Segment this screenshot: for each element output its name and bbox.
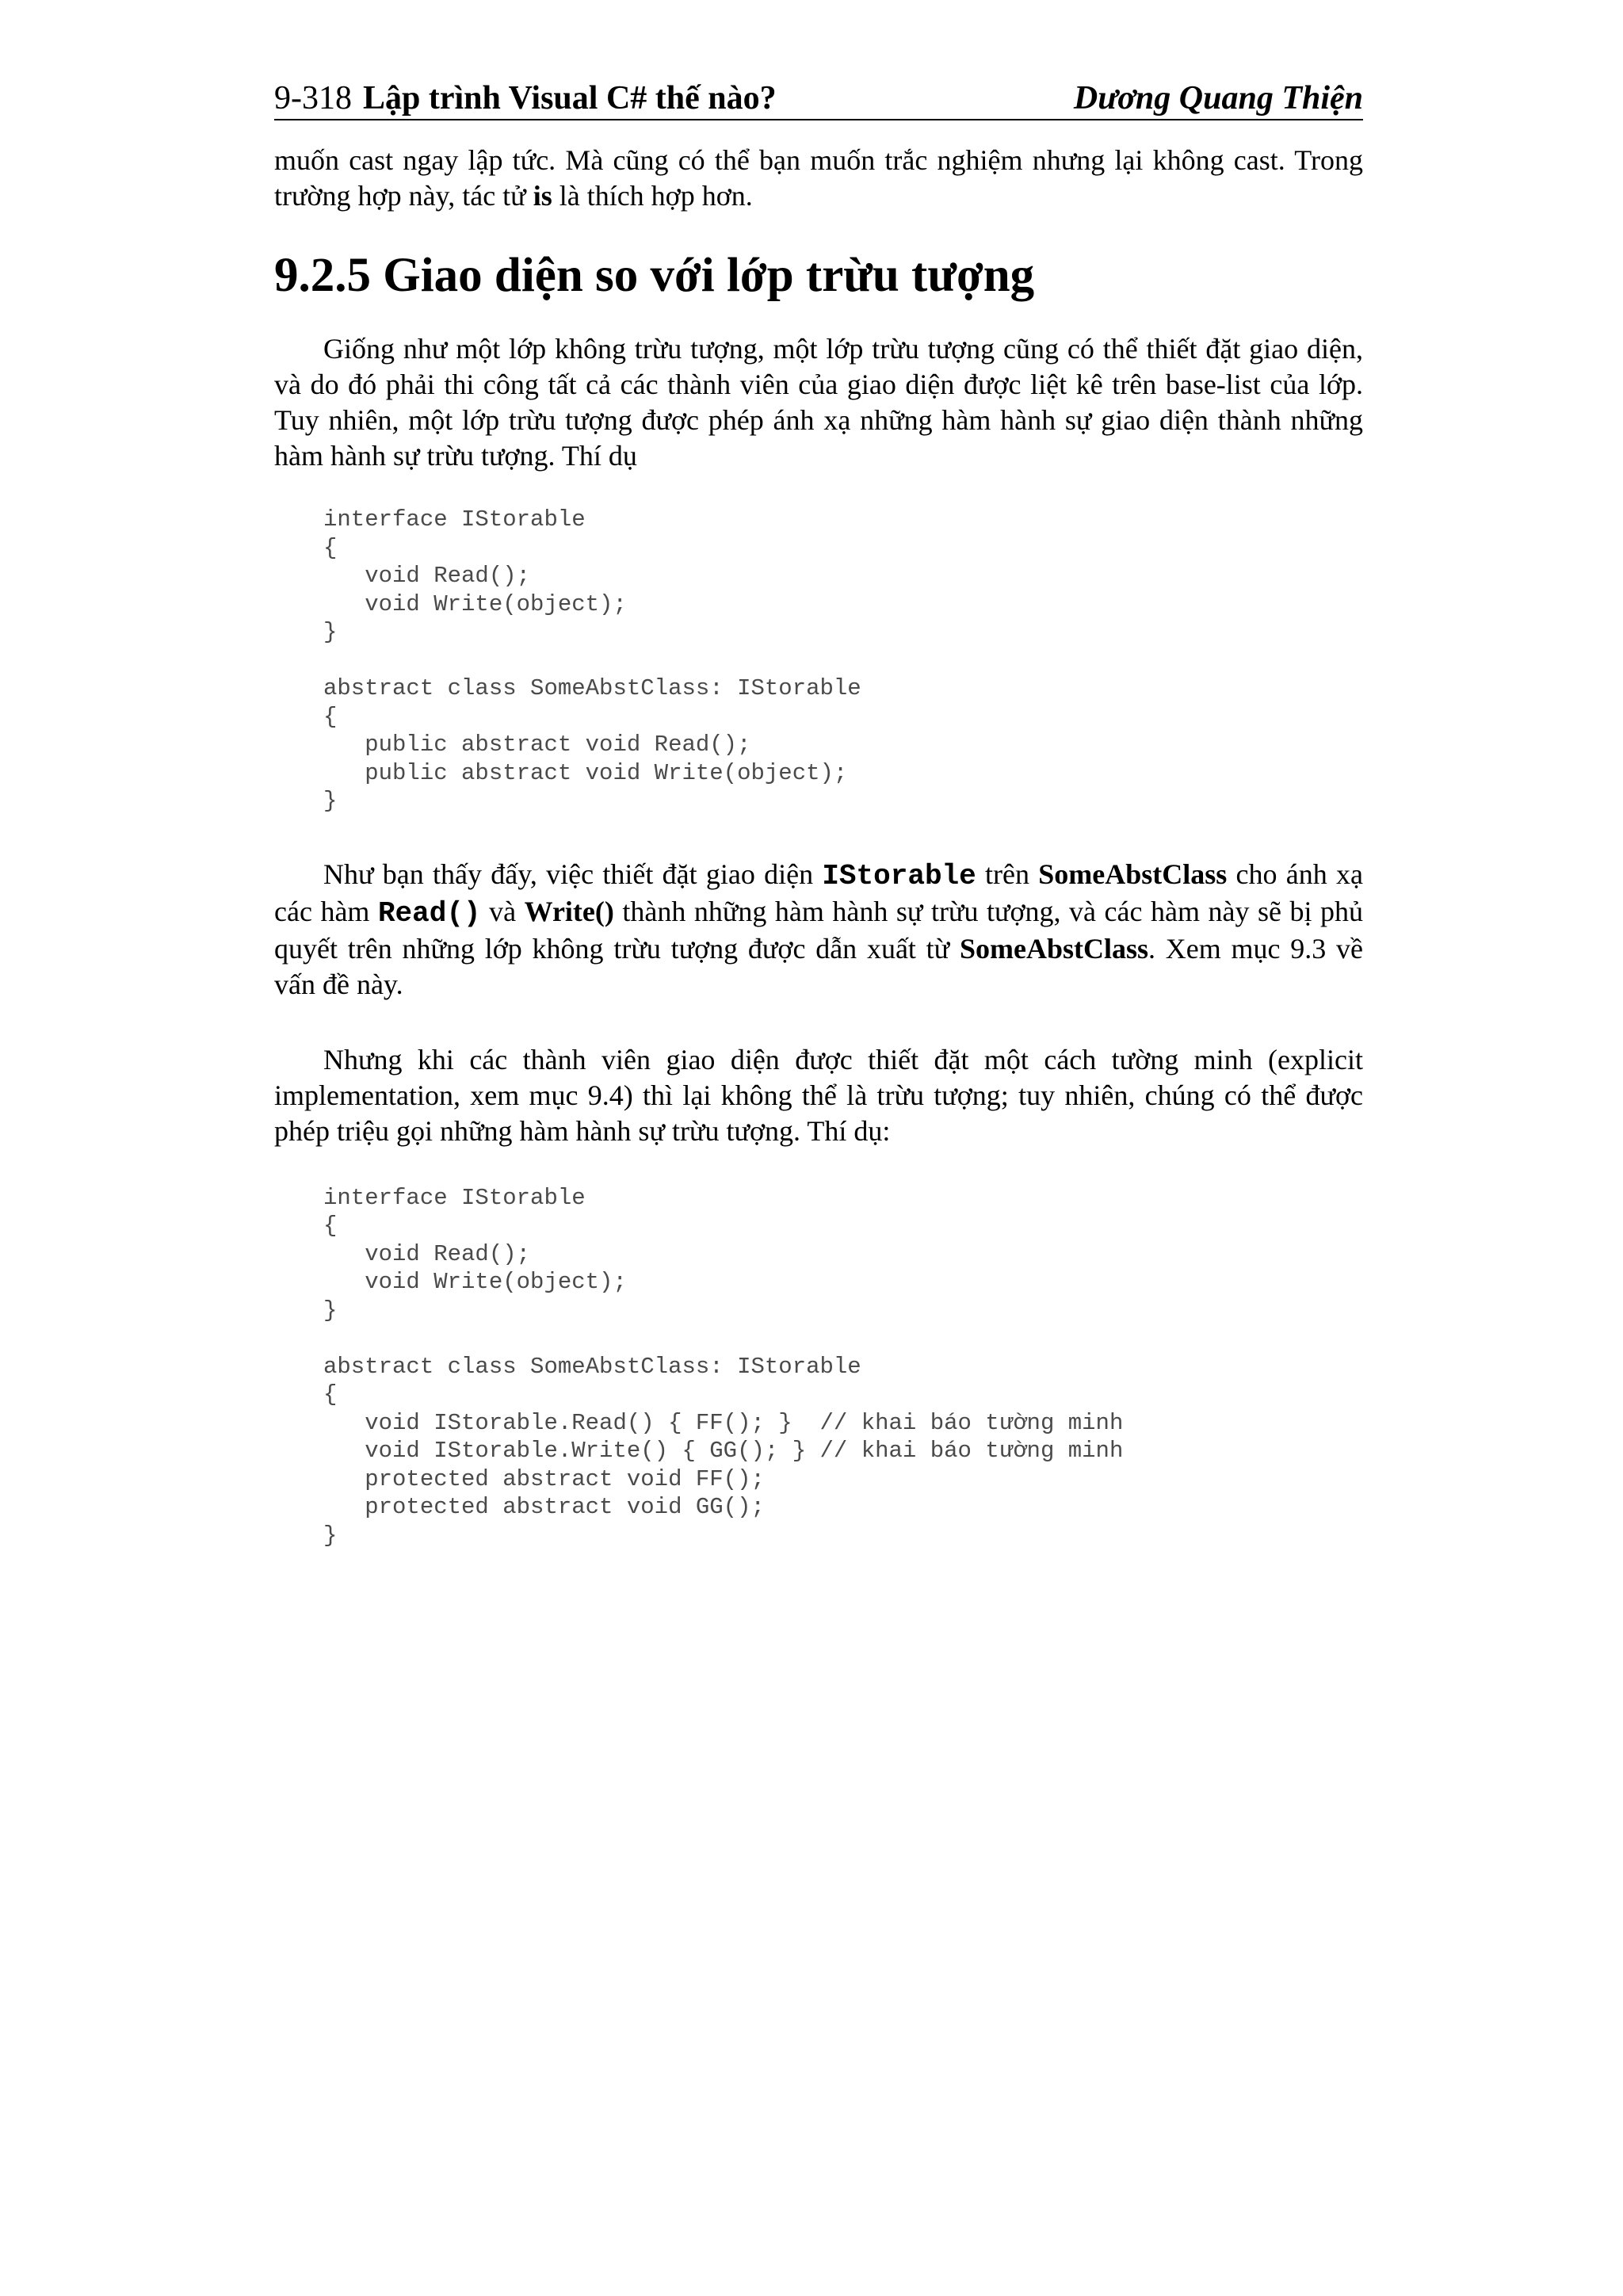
- someabstclass-bold-1: SomeAbstClass: [1038, 858, 1228, 890]
- code-block-2: interface IStorable { void Read(); void Write(object); } abstract class SomeAbstClass: IStorable { void IStorable.Read() { FF(); } // khai báo tường minh void IStorable.Write() { GG(); } // khai báo tường minh protected abstract void FF(); protected abstract void GG(); }: [323, 1184, 1124, 1549]
- page: [274, 78, 1363, 1549]
- p2-text-4: và: [480, 895, 525, 927]
- p2-text-1: Như bạn thấy đấy, việc thiết đặt giao diện: [323, 858, 823, 890]
- write-bold: Write(): [524, 895, 614, 927]
- intro-text-2: là thích hợp hơn.: [552, 180, 753, 212]
- code-block-1: interface IStorable { void Read(); void Write(object); } abstract class SomeAbstClass: IStorable { public abstract void Read(); public abstract void Write(object); }: [323, 506, 861, 814]
- p2-text-5: thành những hàm hành sự trừu tượng, và các hàm này sẽ bị phủ quyết trên những lớp không trừu tượng được dẫn xuất từ: [274, 895, 1363, 965]
- p2-text-2: trên: [976, 858, 1039, 890]
- author-name: Dương Quang Thiện: [1073, 80, 1363, 117]
- book-title: Lập trình Visual C# thế nào?: [363, 80, 777, 117]
- istorable-code: IStorable: [822, 859, 976, 892]
- body-paragraph-2: [274, 857, 1363, 1003]
- p2-text-3: cho ánh xạ các hàm: [274, 858, 1364, 927]
- p2-text-6: . Xem mục 9.3 về vấn đề này.: [274, 932, 1363, 1000]
- page-number: 9-318: [274, 80, 352, 117]
- section-heading: 9.2.5 Giao diện so với lớp trừu tượng: [274, 249, 1035, 302]
- body-paragraph-3: Nhưng khi các thành viên giao diện được thiết đặt một cách tường minh (explicit implementation, xem mục 9.4) thì lại không thể là trừu tượng; tuy nhiên, chúng có thể được phép triệu gọi những hàm hành sự trừu tượng. Thí dụ:: [274, 1043, 1363, 1147]
- running-header: [274, 78, 1363, 120]
- intro-paragraph: [274, 143, 1363, 214]
- read-code: Read(): [377, 896, 481, 930]
- is-keyword: is: [533, 180, 552, 212]
- body-paragraph-1: Giống như một lớp không trừu tượng, một lớp trừu tượng cũng có thể thiết đặt giao diện, và do đó phải thi công tất cả các thành viên của giao diện được liệt kê trên base-list của lớp. Tuy nhiên, một lớp trừu tượng được phép ánh xạ những hàm hành sự giao diện thành những hàm hành sự trừu tượng. Thí dụ: [274, 333, 1363, 472]
- someabstclass-bold-2: SomeAbstClass: [959, 932, 1148, 965]
- intro-text-1: muốn cast ngay lập tức. Mà cũng có thể bạn muốn trắc nghiệm nhưng lại không cast. Trong trường hợp này, tác tử: [274, 144, 1363, 212]
